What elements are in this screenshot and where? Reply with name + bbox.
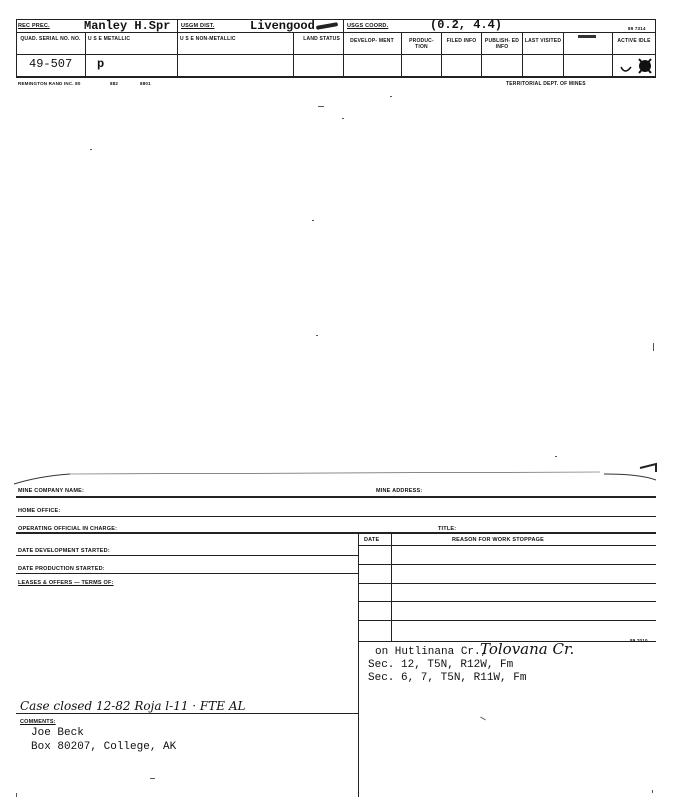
col-last-visited: LAST VISITED	[524, 38, 562, 44]
ink-mark	[578, 35, 596, 38]
col-land-status: LAND STATUS	[303, 36, 340, 42]
corner-code: 89 7314	[628, 26, 646, 31]
scan-speck	[316, 335, 318, 336]
col-active-idle: ACTIVE IDLE	[617, 38, 651, 44]
case-closed-note: Case closed 12-82 Roja l-11 · FTE AL	[20, 699, 246, 713]
col-published-info: PUBLISH- ED INFO	[484, 38, 520, 50]
comment-line-1: Joe Beck	[31, 727, 84, 739]
scan-speck	[555, 456, 557, 457]
scan-speck	[652, 790, 653, 793]
scan-speck	[342, 118, 344, 119]
scan-speck	[318, 106, 324, 107]
comment-line-2: Box 80207, College, AK	[31, 741, 177, 753]
form-code: 89 7010	[630, 638, 648, 643]
stamp-mark	[613, 55, 655, 77]
metallic-value: p	[97, 57, 105, 71]
scan-speck	[653, 343, 654, 351]
quad-serial-value: 49-507	[29, 57, 73, 71]
location-handwritten: Tolovana Cr.	[480, 640, 575, 658]
date-development-started-label: DATE DEVELOPMENT STARTED:	[18, 548, 110, 554]
scan-speck	[480, 717, 486, 721]
leases-offers-label: LEASES & OFFERS — TERMS OF:	[18, 580, 114, 586]
mine-company-name-label: MINE COMPANY NAME:	[18, 488, 85, 494]
date-production-started-label: DATE PRODUCTION STARTED:	[18, 566, 105, 572]
col-non-metallic: U S E NON-METALLIC	[180, 36, 236, 42]
usgs-coord-label: USGS COORD.	[347, 23, 389, 29]
col-development: DEVELOP- MENT	[350, 38, 394, 44]
usgm-dist-value: Livengood	[250, 19, 315, 33]
location-line-2: Sec. 12, T5N, R12W, Fm	[368, 659, 514, 671]
operating-official-label: OPERATING OFFICIAL IN CHARGE:	[18, 526, 118, 532]
col-metallic: U S E METALLIC	[88, 36, 131, 42]
location-line-1: on Hutlinana Cr.,	[375, 646, 488, 658]
scan-speck	[150, 778, 155, 779]
ink-smudge	[316, 22, 338, 30]
footer-left: REMINGTON RAND INC. 80	[18, 81, 81, 86]
usgs-coord-value: (0.2, 4.4)	[430, 18, 503, 32]
footer-code-2: 8801	[140, 81, 151, 86]
card-top-edge	[0, 462, 678, 492]
rec-prec-value: Manley H.Spr	[84, 19, 171, 33]
footer-code-1: 882	[110, 81, 119, 86]
date-column-label: DATE	[364, 537, 380, 543]
col-filed-info: FILED INFO	[446, 38, 477, 44]
scan-speck	[312, 220, 314, 221]
scan-speck	[16, 793, 17, 797]
col-production: PRODUC- TION	[409, 38, 434, 50]
rec-prec-label: REC PREC.	[18, 23, 50, 29]
footer-right: TERRITORIAL DEPT. OF MINES	[506, 81, 586, 87]
mine-address-label: MINE ADDRESS:	[376, 488, 423, 494]
title-label: TITLE:	[438, 526, 457, 532]
scan-speck	[390, 96, 392, 97]
location-line-3: Sec. 6, 7, T5N, R11W, Fm	[368, 672, 527, 684]
col-quad-serial: QUAD. SERIAL NO. NO.	[20, 36, 81, 42]
reason-work-stoppage-label: REASON FOR WORK STOPPAGE	[452, 537, 544, 543]
scan-speck	[90, 149, 92, 150]
home-office-label: HOME OFFICE:	[18, 508, 61, 514]
usgm-dist-label: USGM DIST.	[181, 23, 215, 29]
comments-label: COMMENTS:	[20, 719, 56, 725]
